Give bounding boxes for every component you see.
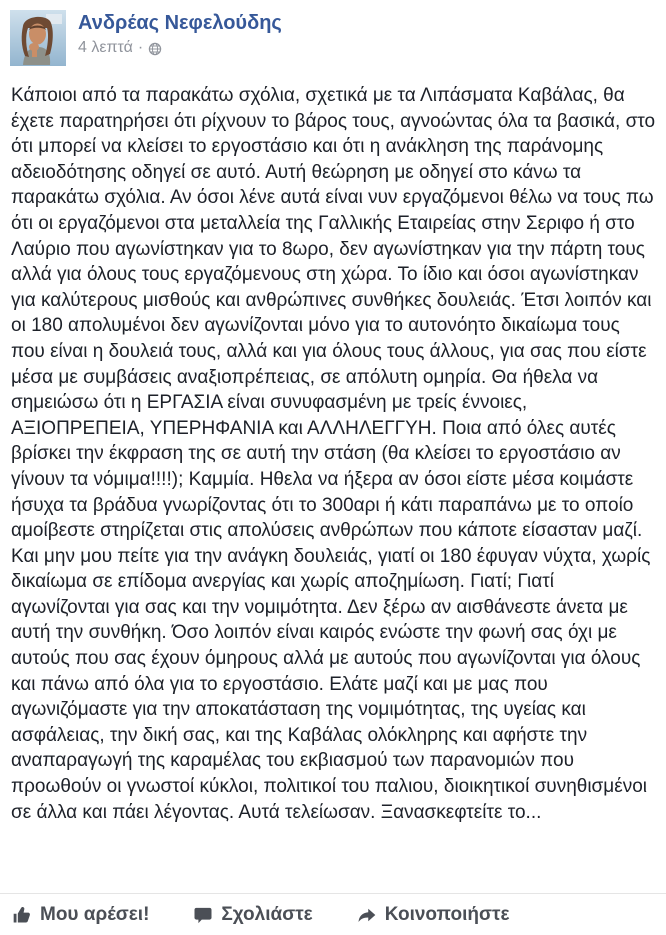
header-info — [78, 10, 282, 66]
meta-separator: · — [137, 39, 144, 56]
timestamp[interactable]: 4 λεπτά — [78, 39, 133, 56]
post-header — [10, 10, 656, 66]
author-name-link[interactable]: Ανδρέας Νεφελούδης — [78, 12, 282, 34]
share-label: Κοινοποιήστε — [384, 903, 510, 925]
comment-label: Σχολιάστε — [221, 903, 313, 925]
share-button[interactable] — [357, 904, 510, 926]
thumbs-up-icon — [12, 905, 32, 925]
like-label: Μου αρέσει! — [40, 903, 150, 925]
speech-bubble-icon — [193, 905, 213, 925]
share-arrow-icon — [357, 905, 377, 925]
comment-button[interactable] — [193, 904, 312, 926]
action-bar — [0, 893, 666, 935]
globe-icon — [148, 42, 162, 56]
post-text: Κάποιοι από τα παρακάτω σχόλια, σχετικά με τα Λιπάσματα Καβάλας, θα έχετε παρατηρήσει ότι ρίχνουν το βάρος τους, αγνοώντας όλα τα βασικά, στο ότι μπορεί να κλείσει το εργοστάσιο και ότι η ανάκληση της παράνομης αδειοδότησης οδηγεί σε αυτό. Αυτή θεώρηση με οδηγεί στο κάνω τα παρακάτω σχόλια. Αν όσοι λένε αυτά είναι νυν εργαζόμενοι θέλω να τους πω ότι οι εργαζόμενοι στα μεταλλεία της Γαλλικής Εταιρείας στην Σεριφο ή στο Λαύριο που αγωνίστηκαν για το 8ωρο, δεν αγωνίστηκαν για την πάρτη τους αλλά για όλους τους εργαζόμενους στη χώρα. Το ίδιο και όσοι αγωνίστηκαν για καλύτερους μισθούς και ανθρώπινες συνθήκες δουλειάς. Έτσι λοιπόν και οι 180 απολυμένοι δεν αγωνίζονται μόνο για το αυτονόητο δικαίωμα τους που είναι η δουλειά τους, αλλά και για όλους τους άλλους, για σας που είστε μέσα με συμβάσεις αναξιοπρέπειας, σε απόλυτη ομηρία. Θα ήθελα να σημειώσω ότι η ΕΡΓΑΣΙΑ είναι συνυφασμένη με τρείς έννοιες, ΑΞΙΟΠΡΕΠΕΙΑ, ΥΠΕΡΗΦΑΝΙΑ και ΑΛΛΗΛΕΓΓΥΗ. Ποια από όλες αυτές βρίσκει την έκφραση της σε αυτή την στάση (θα κλείσει το εργοστάσιο αν γίνουν τα νόμιμα!!!!); Καμμία. Ηθελα να ήξερα αν όσοι είστε μέσα κοιμάστε ήσυχα τα βράδυα γνωρίζοντας ότι το 300αρι ή κάτι παραπάνω με το οποίο αμοίβεστε στηρίζεται στις απολύσεις ανθρώπων που κάποτε είσασταν μαζί. Και μην μου πείτε για την ανάγκη δουλειάς, γιατί οι 180 έφυγαν νύχτα, χωρίς δικαίωμα σε επίδομα ανεργίας και χωρίς αποζημίωση. Γιατί; Γιατί αγωνίζονται για σας και την νομιμότητα. Δεν ξέρω αν αισθάνεστε άνετα με αυτή την συνθήκη. Όσο λοιπόν είναι καιρός ενώστε την φωνή σας όχι με αυτούς που σας έχουν όμηρους αλλά με αυτούς που αγωνίζονται για όλους και πάνω από όλα για το εργοστάσιο. Ελάτε μαζί και με μας που αγωνιζόμαστε για την αποκατάσταση της νομιμότητας, της υγείας και ασφάλειας, την δική σας, και της Καβάλας ολόκληρης και αφήστε την αναπαραγωγή της καραμέλας του εκβιασμού των παρανομιών που προωθούν οι γνωστοί κύκλοι, πολιτικοί του παλιου, διοικητικοί συνηθισμένοι σε άλλα και πάει λέγοντας. Αυτά τελείωσαν. Ξανασκεφτείτε το... — [11, 85, 661, 823]
avatar-image — [10, 10, 66, 66]
post-meta — [78, 39, 282, 57]
profile-photo[interactable] — [10, 10, 66, 66]
like-button[interactable] — [12, 904, 149, 926]
